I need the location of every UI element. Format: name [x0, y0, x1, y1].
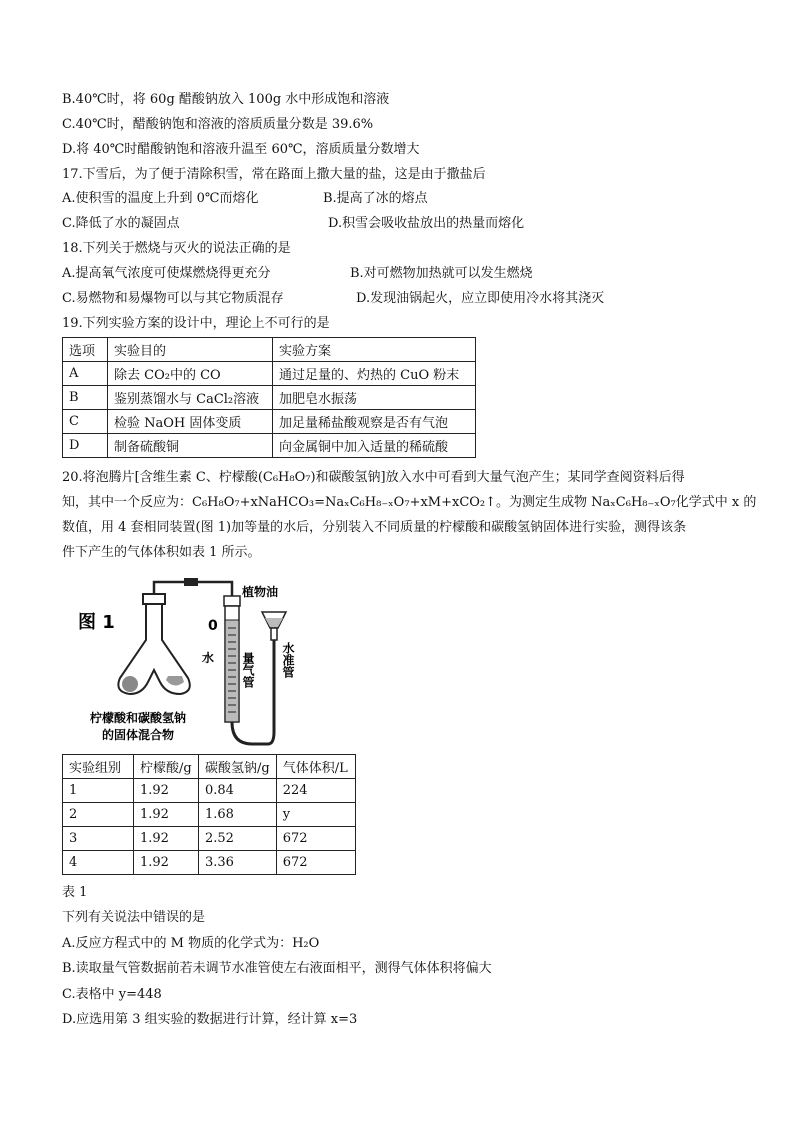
- q19-stem: 19.下列实验方案的设计中，理论上不可行的是: [62, 316, 330, 331]
- label-burette: 量气管: [241, 652, 255, 688]
- table-cell: 2: [63, 803, 134, 827]
- q17-option-b: B.提高了冰的熔点: [323, 191, 428, 206]
- q20-stem: 下列有关说法中错误的是: [62, 910, 206, 925]
- q20-option-d: D.应选用第 3 组实验的数据进行计算，经计算 x=3: [62, 1012, 358, 1027]
- table-cell: 1.92: [134, 851, 199, 875]
- q18-option-d: D.发现油锅起火，应立即使用冷水将其浇灭: [356, 291, 605, 306]
- table-cell: 向金属铜中加入适量的稀硫酸: [273, 434, 476, 458]
- table-row: [63, 410, 476, 434]
- table-cell: 1.92: [134, 779, 199, 803]
- q18-option-a: A.提高氧气浓度可使煤燃烧得更充分: [62, 266, 271, 281]
- gas-burette: [224, 596, 240, 722]
- table-cell: 672: [276, 851, 355, 875]
- q20-line2: 知，其中一个反应为：C₆H₈O₇+xNaHCO₃=NaₓC₆H₈₋ₓO₇+xM+xCO₂↑。为测定生成物 NaₓC₆H₈₋ₓO₇化学式中 x 的: [62, 495, 757, 510]
- table-cell: C: [63, 410, 108, 434]
- table-cell: 加足量稀盐酸观察是否有气泡: [273, 410, 476, 434]
- table-row: [63, 779, 356, 803]
- q20-line4: 件下产生的气体体积如表 1 所示。: [62, 545, 261, 560]
- table-row: [63, 827, 356, 851]
- q20-option-c: C.表格中 y=448: [62, 987, 162, 1002]
- leveling-tube: [262, 612, 286, 640]
- table-row: [63, 803, 356, 827]
- table-header-row: [63, 755, 356, 779]
- table-header-cell: 气体体积/L: [276, 755, 355, 779]
- table-cell: 4: [63, 851, 134, 875]
- table-cell: D: [63, 434, 108, 458]
- table-header-cell: 实验目的: [108, 338, 273, 362]
- label-leveling-tube: 水准管: [281, 642, 295, 678]
- table-row: [63, 434, 476, 458]
- table-cell: 2.52: [199, 827, 277, 851]
- table-cell: y: [276, 803, 355, 827]
- table-row: [63, 851, 356, 875]
- q16-option-d: D.将 40℃时醋酸钠饱和溶液升温至 60℃，溶质质量分数增大: [62, 142, 420, 157]
- q18-option-b: B.对可燃物加热就可以发生燃烧: [350, 266, 533, 281]
- solid-mixture-shape: [122, 676, 138, 692]
- table-cell: 检验 NaOH 固体变质: [108, 410, 273, 434]
- table-row: [63, 386, 476, 410]
- label-water: 水: [202, 651, 215, 665]
- q19-table: [62, 337, 476, 458]
- label-zero-mark: 0: [208, 618, 218, 634]
- q17-option-d: D.积雪会吸收盐放出的热量而熔化: [328, 216, 525, 231]
- table-cell: 1.68: [199, 803, 277, 827]
- q20-line1: 20.将泡腾片[含维生素 C、柠檬酸(C₆H₈O₇)和碳酸氢钠]放入水中可看到大量气泡产生；某同学查阅资料后得: [62, 470, 685, 485]
- table-header-row: [63, 338, 476, 362]
- table-cell: 672: [276, 827, 355, 851]
- table-header-cell: 实验方案: [273, 338, 476, 362]
- table-cell: 3: [63, 827, 134, 851]
- table-cell: 0.84: [199, 779, 277, 803]
- table-row: [63, 362, 476, 386]
- table-cell: 鉴别蒸馏水与 CaCl₂溶液: [108, 386, 273, 410]
- q20-option-b: B.读取量气管数据前若未调节水准管使左右液面相平，测得气体体积将偏大: [62, 961, 492, 976]
- q20-option-a: A.反应方程式中的 M 物质的化学式为：H₂O: [62, 936, 320, 951]
- table-cell: 1.92: [134, 827, 199, 851]
- table-cell: 3.36: [199, 851, 277, 875]
- label-vegetable-oil: 植物油: [242, 585, 279, 599]
- apparatus-diagram: [62, 572, 382, 750]
- tube-clamp: [184, 578, 198, 586]
- q18-stem: 18.下列关于燃烧与灭火的说法正确的是: [62, 241, 291, 256]
- table-cell: 1.92: [134, 803, 199, 827]
- table-header-cell: 实验组别: [63, 755, 134, 779]
- experiment-table: [62, 754, 356, 875]
- table-cell: 制备硫酸铜: [108, 434, 273, 458]
- q17-option-c: C.降低了水的凝固点: [62, 216, 180, 231]
- table-header-cell: 碳酸氢钠/g: [199, 755, 277, 779]
- q20-line3: 数值，用 4 套相同装置(图 1)加等量的水后，分别装入不同质量的柠檬酸和碳酸氢钠固体进行实验，测得该条: [62, 520, 687, 535]
- table-cell: 除去 CO₂中的 CO: [108, 362, 273, 386]
- table-cell: 加肥皂水振荡: [273, 386, 476, 410]
- q16-option-c: C.40℃时，醋酸钠饱和溶液的溶质质量分数是 39.6%: [62, 117, 374, 132]
- table-cell: 224: [276, 779, 355, 803]
- q17-stem: 17.下雪后，为了便于清除积雪，常在路面上撒大量的盐，这是由于撒盐后: [62, 167, 486, 182]
- figure-title: 图 1: [78, 612, 115, 633]
- table-cell: A: [63, 362, 108, 386]
- table-cell: 1: [63, 779, 134, 803]
- label-mixture-line2: 的固体混合物: [102, 728, 175, 742]
- table-caption: 表 1: [62, 885, 88, 900]
- table-header-cell: 选项: [63, 338, 108, 362]
- q18-option-c: C.易燃物和易爆物可以与其它物质混存: [62, 291, 284, 306]
- table-header-cell: 柠檬酸/g: [134, 755, 199, 779]
- table-cell: B: [63, 386, 108, 410]
- label-mixture-line1: 柠檬酸和碳酸氢钠: [90, 711, 187, 725]
- table-cell: 通过足量的、灼热的 CuO 粉末: [273, 362, 476, 386]
- q16-option-b: B.40℃时，将 60g 醋酸钠放入 100g 水中形成饱和溶液: [62, 92, 390, 107]
- q17-option-a: A.使积雪的温度上升到 0℃而熔化: [62, 191, 259, 206]
- flask-water-shape: [166, 676, 184, 686]
